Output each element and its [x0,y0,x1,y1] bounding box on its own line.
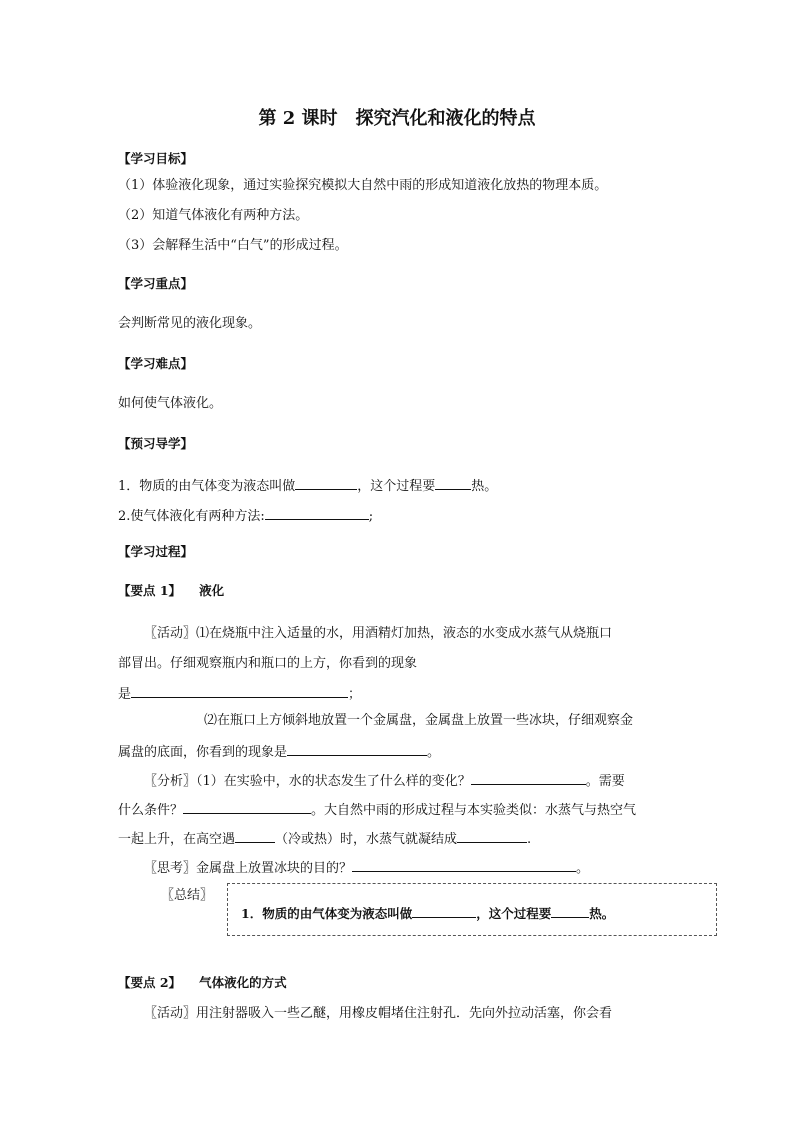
goal-item-1: （1）体验液化现象，通过实验探究模拟大自然中雨的形成知道液化放热的物理本质。 [118,178,608,193]
goal-item-2: （2）知道气体液化有两种方法。 [118,208,309,223]
point1-activity-line3 [118,684,361,703]
summary-blank-2[interactable] [551,904,589,918]
preview-q1-text-c: 热。 [471,479,498,494]
point1-think-line [144,858,589,877]
point1-summary-label: 〖总结〗 [161,888,214,903]
preview-question-1 [118,476,497,495]
point1-think-text-a: 〖思考〗金属盘上放置冰块的目的？ [144,861,353,876]
point1-ana-text-2b: 。大自然中雨的形成过程与本实验类似：水蒸气与热空气 [311,803,637,818]
point1-ana-text-1a: 〖分析〗（1）在实验中，水的状态发生了什么样的变化？ [144,774,471,789]
page-title: 第 2 课时 探究汽化和液化的特点 [258,108,536,129]
point1-ana-text-3c: . [527,832,532,847]
point1-analysis-line3 [118,829,531,848]
point1-think-text-b: 。 [576,861,590,876]
point1-act-text-a: 是 [118,687,132,702]
preview-q2-text-a: 2.使气体液化有两种方法: [118,509,265,524]
goal-item-3: （3）会解释生活中“白气”的形成过程。 [118,238,348,253]
point2-heading [118,975,287,991]
point1-label: 【要点 1】 [118,583,182,598]
preview-q1-blank-2[interactable] [435,476,471,490]
point1-analysis-line1 [144,771,625,790]
point1-name: 液化 [199,583,225,598]
point1-act-text-b: ； [348,687,362,702]
point1-ana-text-2a: 什么条件？ [118,803,184,818]
summary-blank-1[interactable] [412,904,476,918]
preview-heading: 【预习导学】 [118,436,194,451]
preview-q1-blank-1[interactable] [295,476,357,490]
preview-q1-text-b: ，这个过程要 [357,479,436,494]
process-heading: 【学习过程】 [118,544,194,559]
point1-ana-blank-3[interactable] [235,829,275,843]
summary-line [241,904,614,922]
summary-box [227,883,717,936]
difficulty-text: 如何使气体液化。 [118,396,223,411]
difficulty-heading: 【学习难点】 [118,356,194,371]
point1-heading [118,583,224,599]
point1-analysis-line2 [118,800,636,819]
point1-ana-blank-2[interactable] [183,800,311,814]
summary-text-c: 热。 [589,906,615,921]
summary-text-a: 1．物质的由气体变为液态叫做 [241,906,413,921]
point1-ana-blank-1[interactable] [471,771,586,785]
point1-act-blank-1[interactable] [131,684,348,698]
point1-act2-text-b: 。 [427,745,441,760]
point1-activity-line2: 部冒出。仔细观察瓶内和瓶口的上方，你看到的现象 [118,656,418,671]
focus-heading: 【学习重点】 [118,276,194,291]
point2-activity-line1: 〖活动〗用注射器吸入一些乙醚，用橡皮帽堵住注射孔．先向外拉动活塞，你会看 [144,1006,613,1021]
point1-activity2-line2 [118,742,440,761]
point1-ana-text-1b: 。需要 [585,774,625,789]
point2-label: 【要点 2】 [118,975,182,990]
preview-q1-text-a: 1．物质的由气体变为液态叫做 [118,479,296,494]
point1-act2-text-a: 属盘的底面，你看到的现象是 [118,745,288,760]
point2-name: 气体液化的方式 [199,975,287,990]
point1-think-blank[interactable] [352,858,576,872]
preview-question-2 [118,506,373,525]
point1-ana-text-3a: 一起上升，在高空遇 [118,832,236,847]
summary-text-b: ，这个过程要 [476,906,552,921]
point1-activity-line1: 〖活动〗⑴在烧瓶中注入适量的水，用酒精灯加热，液态的水变成水蒸气从烧瓶口 [144,626,613,641]
point1-ana-text-3b: （冷或热）时，水蒸气就凝结成 [275,832,458,847]
preview-q2-blank[interactable] [265,506,369,520]
goals-heading: 【学习目标】 [118,151,194,166]
preview-q2-text-b: ; [368,509,374,524]
focus-text: 会判断常见的液化现象。 [118,316,262,331]
point1-ana-blank-4[interactable] [457,829,527,843]
point1-act2-blank[interactable] [287,742,427,756]
point1-activity2-line1: ⑵在瓶口上方倾斜地放置一个金属盘，金属盘上放置一些冰块，仔细观察金 [204,713,634,728]
